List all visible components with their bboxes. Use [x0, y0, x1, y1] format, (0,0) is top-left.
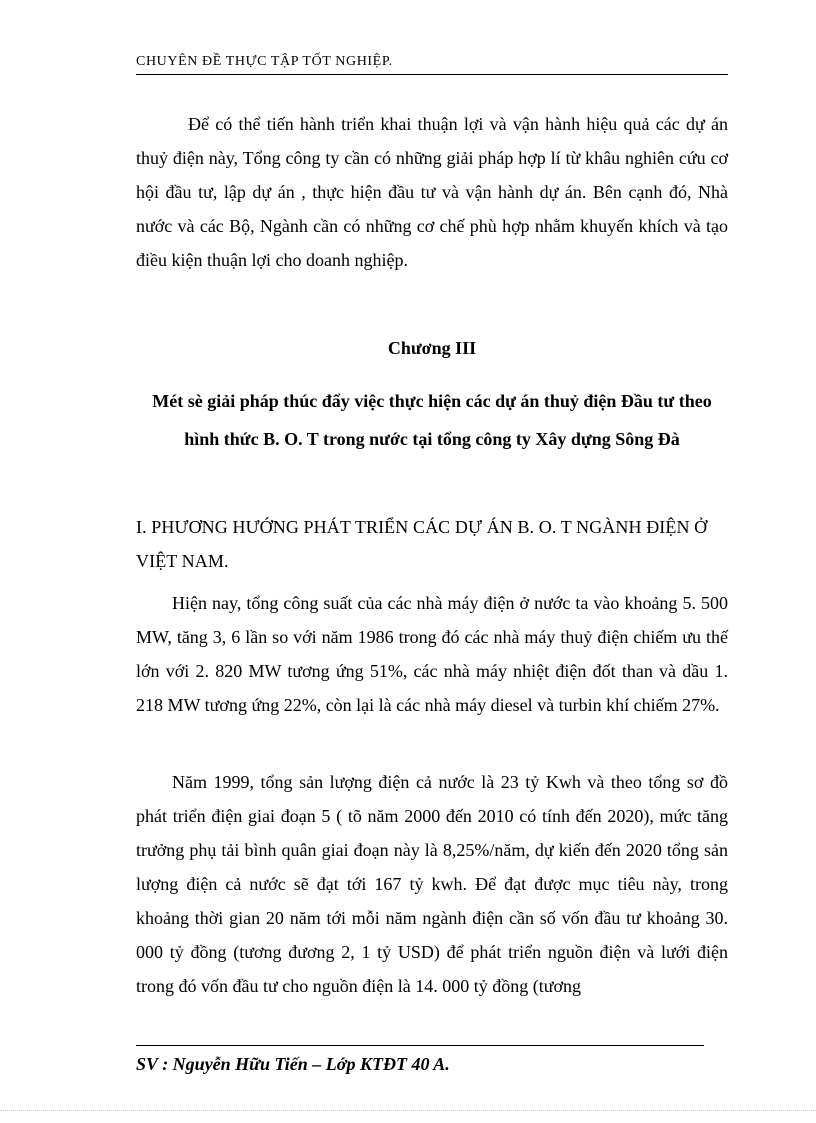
intro-paragraph: Để có thể tiến hành triển khai thuận lợi và vận hành hiệu quả các dự án thuỷ điện này, Tổng công ty cần có những giải pháp hợp lí từ khâu nghiên cứu cơ hội đầu tư, lập dự án , thực hiện đầu tư và vận hành dự án. Bên cạnh đó, Nhà nước và các Bộ, Ngành cần có những cơ chế phù hợp nhằm khuyến khích và tạo điều kiện thuận lợi cho doanh nghiệp. — [136, 114, 728, 270]
body-paragraph: Hiện nay, tổng công suất của các nhà máy điện ở nước ta vào khoảng 5. 500 MW, tăng 3, 6 lần so với năm 1986 trong đó các nhà máy thuỷ điện chiếm ưu thế lớn với 2. 820 MW tương ứng 51%, các nhà máy nhiệt điện đốt than và dầu 1. 218 MW tương ứng 22%, còn lại là các nhà máy diesel và turbin khí chiếm 27%. — [136, 593, 728, 715]
chapter-label: Chương III — [387, 338, 477, 358]
page-boundary — [0, 1110, 816, 1111]
page-footer: SV : Nguyễn Hữu Tiến – Lớp KTĐT 40 A. — [136, 1054, 450, 1074]
chapter-title: Mét sè giải pháp thúc đẩy việc thực hiện các dự án thuỷ điện Đầu tư theo hình thức B. O. T trong nước tại tổng công ty Xây dựng Sông Đà — [152, 391, 712, 449]
body-paragraph: Năm 1999, tổng sản lượng điện cả nước là 23 tỷ Kwh và theo tổng sơ đồ phát triển điện giai đoạn 5 ( tõ năm 2000 đến 2010 có tính đến 2020), mức tăng trưởng phụ tải bình quân giai đoạn này là 8,25%/năm, dự kiến đến 2020 tổng sản lượng điện cả nước sẽ đạt tới 167 tỷ kwh. Để đạt được mục tiêu này, trong khoảng thời gian 20 năm tới mỗi năm ngành điện cần số vốn đầu tư khoảng 30. 000 tỷ đồng (tương đương 2, 1 tỷ USD) để phát triển nguồn điện và lưới điện trong đó vốn đầu tư cho nguồn điện là 14. 000 tỷ đồng (tương — [136, 772, 728, 996]
page-header: CHUYÊN ĐỀ THỰC TẬP TỐT NGHIỆP. — [136, 50, 728, 75]
section-heading: I. PHƯƠNG HƯỚNG PHÁT TRIỂN CÁC DỰ ÁN B. O. T NGÀNH ĐIỆN Ở VIỆT NAM. — [136, 517, 708, 571]
footer-divider — [136, 1045, 704, 1046]
